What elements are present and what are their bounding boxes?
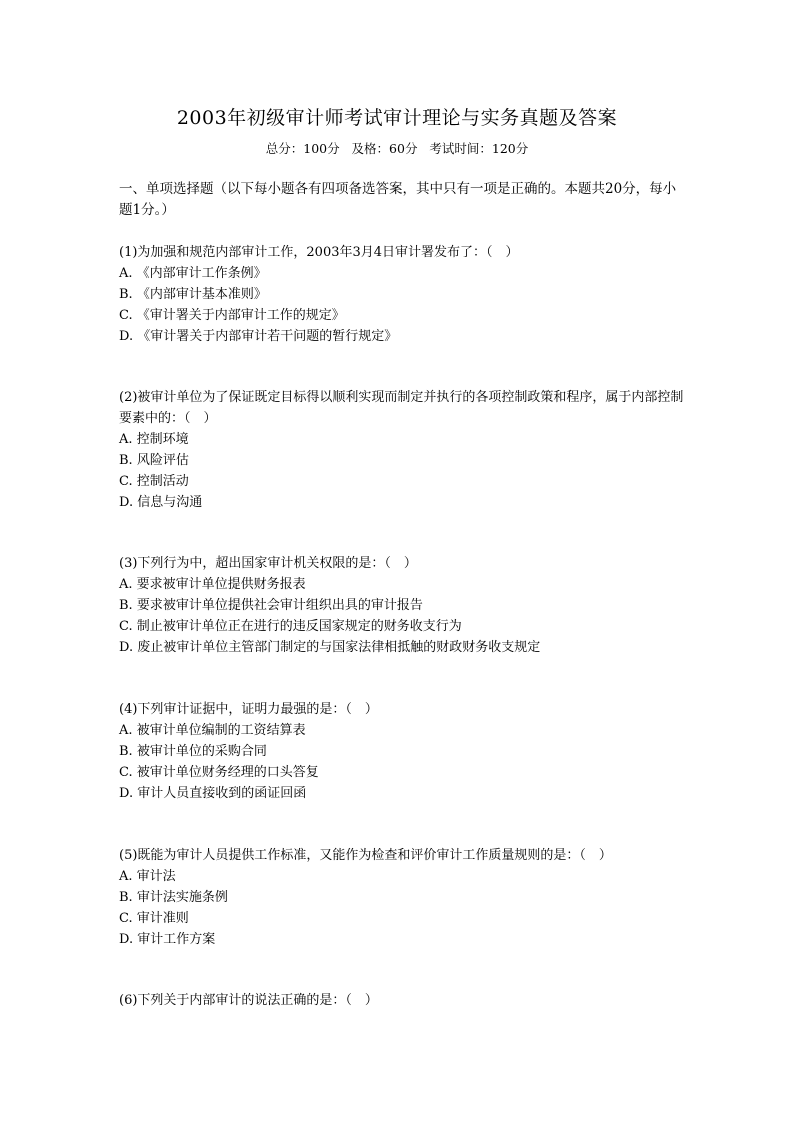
option-d: D. 废止被审计单位主管部门制定的与国家法律相抵触的财政财务收支规定 bbox=[119, 640, 541, 655]
question-1 bbox=[119, 242, 689, 347]
option-a: A. 控制环境 bbox=[119, 432, 189, 447]
option-d: D. 审计人员直接收到的函证回函 bbox=[119, 786, 307, 801]
question-stem: (4)下列审计证据中，证明力最强的是：（ ） bbox=[119, 702, 378, 717]
option-c: C. 审计准则 bbox=[119, 911, 189, 926]
question-stem: (3)下列行为中，超出国家审计机关权限的是：（ ） bbox=[119, 556, 417, 571]
document-title: 2003年初级审计师考试审计理论与实务真题及答案 bbox=[176, 107, 618, 129]
section-heading: 一、单项选择题（以下每小题各有四项备选答案，其中只有一项是正确的。本题共20分，每小题1分。） bbox=[119, 181, 677, 218]
question-stem: (1)为加强和规范内部审计工作，2003年3月4日审计署发布了：（ ） bbox=[119, 245, 519, 260]
option-a: A. 要求被审计单位提供财务报表 bbox=[119, 577, 306, 592]
option-d: D. 信息与沟通 bbox=[119, 495, 203, 510]
question-3 bbox=[119, 553, 689, 658]
option-c: C. 《审计署关于内部审计工作的规定》 bbox=[119, 308, 345, 323]
option-d: D. 审计工作方案 bbox=[119, 932, 216, 947]
question-2 bbox=[119, 387, 689, 513]
option-c: C. 制止被审计单位正在进行的违反国家规定的财务收支行为 bbox=[119, 619, 462, 634]
option-c: C. 控制活动 bbox=[119, 474, 189, 489]
option-c: C. 被审计单位财务经理的口头答复 bbox=[119, 765, 319, 780]
question-stem: (2)被审计单位为了保证既定目标得以顺利实现而制定并执行的各项控制政策和程序，属于内部控制要素中的：（ ） bbox=[119, 390, 684, 426]
question-4 bbox=[119, 699, 689, 804]
question-6 bbox=[119, 990, 689, 1011]
option-a: A. 审计法 bbox=[119, 869, 176, 884]
option-d: D. 《审计署关于内部审计若干问题的暂行规定》 bbox=[119, 329, 398, 344]
option-b: B. 被审计单位的采购合同 bbox=[119, 744, 267, 759]
option-a: A. 《内部审计工作条例》 bbox=[119, 266, 267, 281]
option-a: A. 被审计单位编制的工资结算表 bbox=[119, 723, 306, 738]
option-b: B. 审计法实施条例 bbox=[119, 890, 228, 905]
question-stem: (6)下列关于内部审计的说法正确的是：（ ） bbox=[119, 993, 378, 1008]
exam-meta: 总分：100分 及格：60分 考试时间：120分 bbox=[265, 141, 529, 156]
question-5 bbox=[119, 845, 689, 950]
option-b: B. 风险评估 bbox=[119, 453, 189, 468]
option-b: B. 《内部审计基本准则》 bbox=[119, 287, 267, 302]
option-b: B. 要求被审计单位提供社会审计组织出具的审计报告 bbox=[119, 598, 423, 613]
question-stem: (5)既能为审计人员提供工作标准，又能作为检查和评价审计工作质量规则的是：（ ） bbox=[119, 848, 612, 863]
